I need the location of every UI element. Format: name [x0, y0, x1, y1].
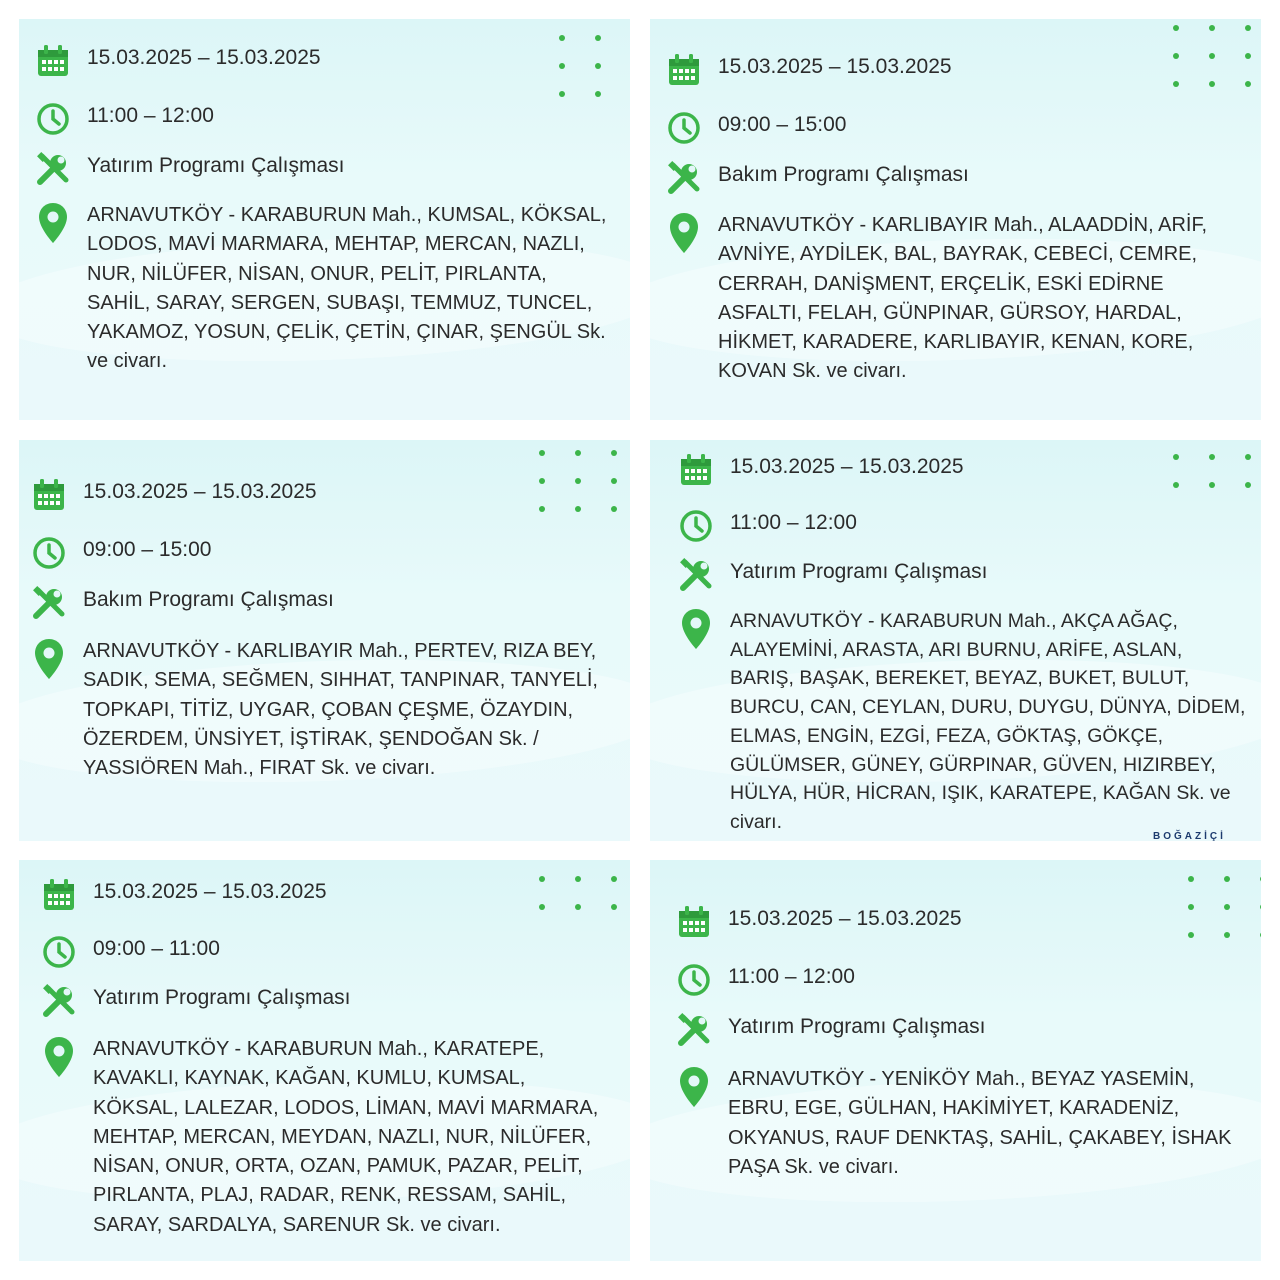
time-range: 09:00 – 15:00 [83, 538, 212, 561]
tools-icon [676, 1012, 712, 1048]
location-pin-icon [678, 607, 714, 651]
tools-icon [666, 160, 702, 196]
tools-icon [35, 151, 71, 187]
clock-icon [35, 101, 71, 137]
tools-icon [31, 585, 67, 621]
time-range: 11:00 – 12:00 [728, 965, 855, 988]
outage-card-3 [19, 440, 630, 841]
decor-dots [1188, 876, 1261, 938]
date-range: 15.03.2025 – 15.03.2025 [93, 880, 327, 903]
time-range: 11:00 – 12:00 [730, 511, 857, 534]
work-type: Bakım Programı Çalışması [718, 163, 969, 186]
work-type: Yatırım Programı Çalışması [728, 1015, 986, 1038]
date-range: 15.03.2025 – 15.03.2025 [83, 480, 317, 503]
work-type: Yatırım Programı Çalışması [87, 154, 345, 177]
location-pin-icon [676, 1065, 712, 1109]
location-pin-icon [31, 637, 67, 681]
calendar-icon [35, 43, 71, 79]
decor-dots [539, 450, 617, 512]
date-range: 15.03.2025 – 15.03.2025 [730, 455, 964, 478]
decor-dots [539, 876, 617, 910]
outage-card-6 [650, 860, 1261, 1261]
outage-card-2 [650, 19, 1261, 420]
outage-card-4 [650, 440, 1261, 841]
date-range: 15.03.2025 – 15.03.2025 [87, 46, 321, 69]
location-pin-icon [41, 1035, 77, 1079]
work-type: Yatırım Programı Çalışması [93, 986, 351, 1009]
outage-card-1 [19, 19, 630, 420]
calendar-icon [666, 52, 702, 88]
date-range: 15.03.2025 – 15.03.2025 [718, 55, 952, 78]
calendar-icon [676, 904, 712, 940]
address-list: ARNAVUTKÖY - KARLIBAYIR Mah., ALAADDİN, ARİF, AVNİYE, AYDİLEK, BAL, BAYRAK, CEBECİ, CEMRE, CERRAH, DANİŞMENT, ERÇELİK, ESKİ EDİRNE ASFALTI, FELAH, GÜNPINAR, GÜRSOY, HARDAL, HİKMET, KARADERE, KARLIBAYIR, KENAN, KORE, KOVAN Sk. ve civarı. [718, 214, 1208, 383]
address-list: ARNAVUTKÖY - YENİKÖY Mah., BEYAZ YASEMİN, EBRU, EGE, GÜLHAN, HAKİMİYET, KARADENİZ, OKYANUS, RAUF DENKTAŞ, SAHİL, ÇAKABEY, İSHAK PAŞA Sk. ve civarı. [728, 1068, 1232, 1178]
clock-icon [31, 535, 67, 571]
tools-icon [41, 983, 77, 1019]
calendar-icon [41, 877, 77, 913]
clock-icon [676, 962, 712, 998]
location-pin-icon [666, 211, 702, 255]
calendar-icon [31, 477, 67, 513]
clock-icon [41, 934, 77, 970]
address-list: ARNAVUTKÖY - KARABURUN Mah., KARATEPE, KAVAKLI, KAYNAK, KAĞAN, KUMLU, KUMSAL, KÖKSAL, LALEZAR, LODOS, LİMAN, MAVİ MARMARA, MEHTAP, MERCAN, MEYDAN, NAZLI, NUR, NİLÜFER, NİSAN, ONUR, ORTA, OZAN, PAMUK, PAZAR, PELİT, PIRLANTA, PLAJ, RADAR, RENK, RESSAM, SAHİL, SARAY, SARDALYA, SARENUR Sk. ve civarı. [93, 1038, 599, 1236]
brand-logo-text: BOĞAZİÇİ [1153, 831, 1226, 841]
clock-icon [678, 508, 714, 544]
clock-icon [666, 110, 702, 146]
work-type: Bakım Programı Çalışması [83, 588, 334, 611]
address-list: ARNAVUTKÖY - KARLIBAYIR Mah., PERTEV, RIZA BEY, SADIK, SEMA, SEĞMEN, SIHHAT, TANPINAR, TANYELİ, TOPKAPI, TİTİZ, UYGAR, ÇOBAN ÇEŞME, ÖZAYDIN, ÖZERDEM, ÜNSİYET, İŞTİRAK, ŞENDOĞAN Sk. / YASSIÖREN Mah., FIRAT Sk. ve civarı. [83, 640, 598, 780]
location-pin-icon [35, 201, 71, 245]
tools-icon [678, 557, 714, 593]
address-list: ARNAVUTKÖY - KARABURUN Mah., KUMSAL, KÖKSAL, LODOS, MAVİ MARMARA, MEHTAP, MERCAN, NAZLI, NUR, NİLÜFER, NİSAN, ONUR, PELİT, PIRLANTA, SAHİL, SARAY, SERGEN, SUBAŞI, TEMMUZ, TUNCEL, YAKAMOZ, YOSUN, ÇELİK, ÇETİN, ÇINAR, ŞENGÜL Sk. ve civarı. [87, 204, 607, 373]
decor-dots [559, 35, 630, 97]
time-range: 09:00 – 15:00 [718, 113, 847, 136]
address-list: ARNAVUTKÖY - KARABURUN Mah., AKÇA AĞAÇ, ALAYEMİNİ, ARASTA, ARI BURNU, ARİFE, ASLAN, BARIŞ, BAŞAK, BEREKET, BEYAZ, BUKET, BULUT, BURCU, CAN, CEYLAN, DURU, DUYGU, DÜNYA, DİDEM, ELMAS, ENGİN, EZGİ, FEZA, GÖKTAŞ, GÖKÇE, GÜLÜMSER, GÜNEY, GÜRPINAR, GÜVEN, HIZIRBEY, HÜLYA, HÜR, HİCRAN, IŞIK, KARATEPE, KAĞAN Sk. ve civarı. [730, 610, 1246, 833]
work-type: Yatırım Programı Çalışması [730, 560, 988, 583]
time-range: 09:00 – 11:00 [93, 937, 220, 960]
time-range: 11:00 – 12:00 [87, 104, 214, 127]
outage-card-5 [19, 860, 630, 1261]
decor-dots [1173, 25, 1251, 87]
calendar-icon [678, 452, 714, 488]
date-range: 15.03.2025 – 15.03.2025 [728, 907, 962, 930]
decor-dots [1173, 454, 1251, 488]
